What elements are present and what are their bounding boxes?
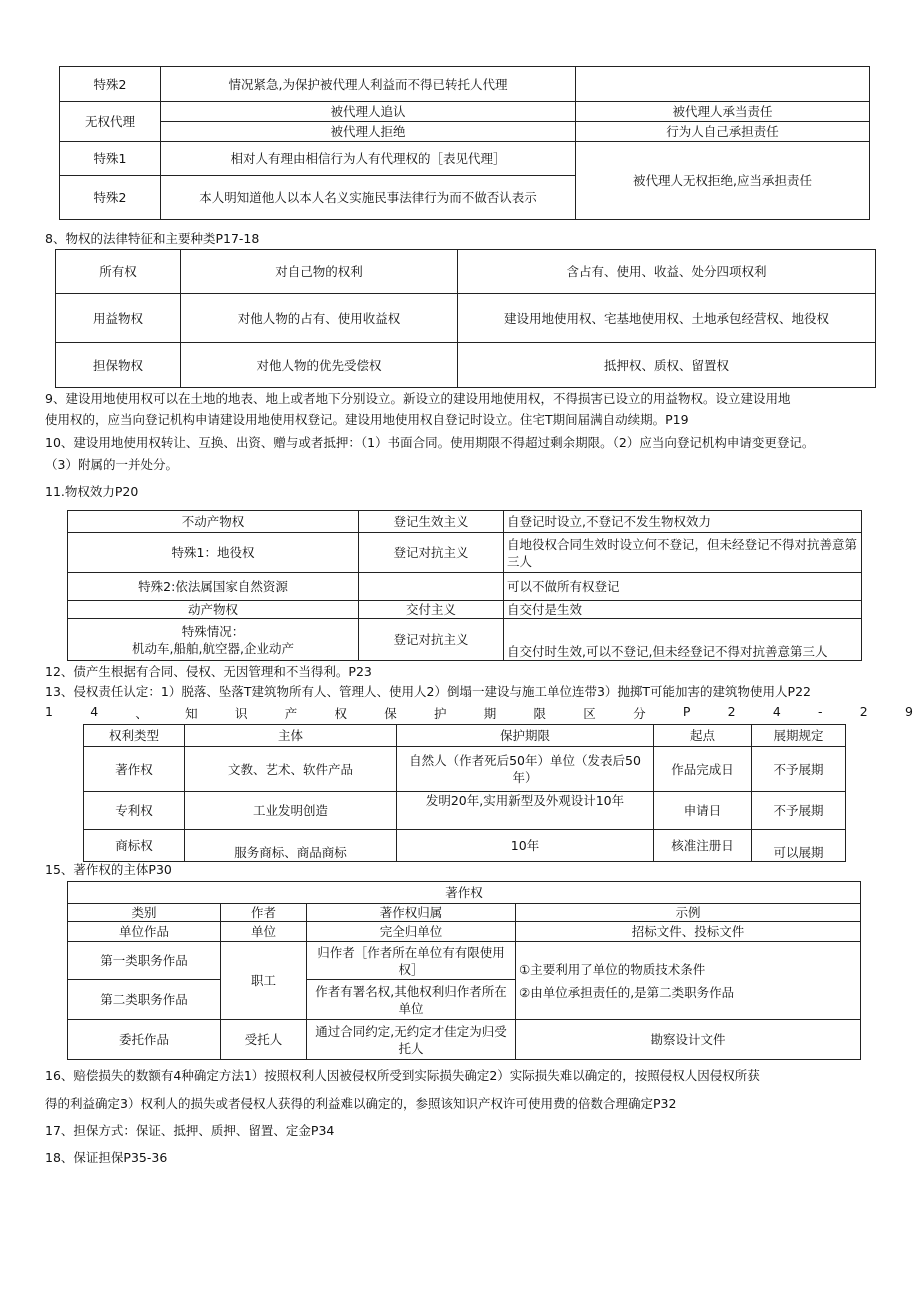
cell: 特殊1 [60, 142, 161, 176]
heading-14-char: 2 [727, 704, 736, 719]
cell [359, 573, 504, 601]
heading-14-char: 产 [284, 706, 298, 721]
heading-14-char: 区 [583, 706, 596, 721]
cell: 自交付时生效,可以不登记,但未经登记不得对抗善意第三人 [504, 619, 862, 661]
header-cell: 作者 [221, 904, 307, 922]
heading-14-char: 4 [90, 704, 99, 719]
cell [68, 619, 359, 661]
cell-line: 机动车,船舶,航空器,企业动产 [132, 640, 294, 656]
table-title: 著作权 [68, 882, 861, 904]
cell: 交付主义 [359, 601, 504, 619]
heading-14-char: - [818, 704, 823, 719]
heading-14-char: 、 [135, 706, 148, 721]
heading-14-char: 分 [633, 706, 646, 721]
cell: 担保物权 [56, 343, 181, 388]
header-cell: 主体 [185, 725, 397, 747]
header-cell: 著作权归属 [307, 904, 516, 922]
cell [516, 942, 861, 1020]
cell [576, 67, 870, 102]
heading-14-char: 限 [533, 706, 547, 721]
cell: 用益物权 [56, 294, 181, 343]
cell: 不予展期 [752, 792, 846, 830]
header-cell: 权利类型 [84, 725, 185, 747]
heading-14-char: 9 [905, 704, 913, 719]
para-12: 12、债产生根据有合同、侵权、无因管理和不当得利。P23 [45, 664, 372, 679]
heading-14-char: 识 [234, 706, 248, 721]
property-rights-table [55, 249, 876, 388]
cell: 完全归单位 [307, 922, 516, 942]
heading-14-char: 1 [45, 704, 53, 719]
cell: 行为人自己承担责任 [576, 122, 870, 142]
para-10a: 10、建设用地使用权转让、互换、出资、赠与或者抵押：（1）书面合同。使用期限不得超过剩余期限。（2）应当向登记机构申请变更登记。 [45, 435, 815, 450]
cell: 自地役权合同生效时设立何不登记，但未经登记不得对抗善意第三人 [504, 533, 862, 573]
cell: 发明20年,实用新型及外观设计10年 [397, 792, 654, 830]
cell: 不动产物权 [68, 511, 359, 533]
para-18: 18、保证担保P35-36 [45, 1150, 168, 1165]
cell: 本人明知道他人以本人名义实施民事法律行为而不做否认表示 [161, 176, 576, 220]
heading-15: 15、著作权的主体P30 [45, 862, 172, 877]
heading-11: 11.物权效力P20 [45, 484, 139, 499]
property-effect-table [67, 510, 862, 661]
cell: 勘察设计文件 [516, 1020, 861, 1060]
cell: 对他人物的占有、使用收益权 [181, 294, 458, 343]
heading-14-char: 权 [334, 706, 347, 721]
cell: 动产物权 [68, 601, 359, 619]
heading-14-char: 2 [859, 704, 868, 719]
cell: 申请日 [654, 792, 752, 830]
cell: 特殊2 [60, 67, 161, 102]
cell: 10年 [397, 830, 654, 862]
cell: 不予展期 [752, 747, 846, 792]
para-10b: （3）附属的一并处分。 [45, 457, 178, 472]
cell: 自登记时设立,不登记不发生物权效力 [504, 511, 862, 533]
cell: 特殊2:依法属国家自然资源 [68, 573, 359, 601]
cell: 登记对抗主义 [359, 619, 504, 661]
heading-14 [45, 704, 913, 722]
cell: 第二类职务作品 [68, 980, 221, 1020]
heading-8: 8、物权的法律特征和主要种类P17-18 [45, 231, 260, 246]
cell: 建设用地使用权、宅基地使用权、土地承包经营权、地役权 [458, 294, 876, 343]
cell: 招标文件、投标文件 [516, 922, 861, 942]
cell-line: 特殊情况： [181, 623, 245, 639]
heading-14-char: 保 [384, 706, 397, 721]
cell: 相对人有理由相信行为人有代理权的［表见代理］ [161, 142, 576, 176]
agency-table [59, 66, 870, 220]
cell: 对自己物的权利 [181, 250, 458, 294]
copyright-table [67, 881, 861, 1060]
heading-14-char: P [682, 704, 691, 719]
cell: 对他人物的优先受偿权 [181, 343, 458, 388]
heading-14-char: 知 [185, 706, 198, 721]
cell: 工业发明创造 [185, 792, 397, 830]
header-cell: 展期规定 [752, 725, 846, 747]
cell: 委托作品 [68, 1020, 221, 1060]
cell: 无权代理 [60, 102, 161, 142]
cell: 通过合同约定,无约定才佳定为归受托人 [307, 1020, 516, 1060]
header-cell: 示例 [516, 904, 861, 922]
header-cell: 保护期限 [397, 725, 654, 747]
heading-14-char: 期 [483, 706, 497, 721]
cell: 被代理人承当责任 [576, 102, 870, 122]
cell: 可以展期 [752, 830, 846, 862]
heading-14-char: 护 [434, 706, 447, 721]
cell: 所有权 [56, 250, 181, 294]
cell: 著作权 [84, 747, 185, 792]
heading-14-char: 4 [772, 704, 781, 719]
cell: 核准注册日 [654, 830, 752, 862]
cell: 专利权 [84, 792, 185, 830]
header-cell: 起点 [654, 725, 752, 747]
cell: 含占有、使用、收益、处分四项权利 [458, 250, 876, 294]
cell: 单位作品 [68, 922, 221, 942]
para-9a: 9、建设用地使用权可以在土地的地表、地上或者地下分别设立。新设立的建设用地使用权，不得损害已设立的用益物权。设立建设用地 [45, 391, 791, 406]
cell: 文教、艺术、软件产品 [185, 747, 397, 792]
cell: 单位 [221, 922, 307, 942]
cell: 作品完成日 [654, 747, 752, 792]
cell: 归作者［作者所在单位有有限使用权］ [307, 942, 516, 980]
cell: 第一类职务作品 [68, 942, 221, 980]
cell: 被代理人无权拒绝,应当承担责任 [576, 142, 870, 220]
cell: 登记对抗主义 [359, 533, 504, 573]
para-13: 13、侵权责任认定：1）脱落、坠落T建筑物所有人、管理人、使用人2）倒塌一建设与施工单位连带3）抛掷T可能加害的建筑物使用人P22 [45, 684, 811, 699]
cell-line: ②由单位承担责任的,是第二类职务作品 [519, 984, 735, 1000]
para-17: 17、担保方式：保证、抵押、质押、留置、定金P34 [45, 1123, 335, 1138]
cell: 作者有署名权,其他权利归作者所在单位 [307, 980, 516, 1020]
cell: 被代理人追认 [161, 102, 576, 122]
para-9b: 使用权的，应当向登记机构申请建设用地使用权登记。建设用地使用权自登记时设立。住宅T期间届满自动续期。P19 [45, 412, 689, 427]
cell: 自交付是生效 [504, 601, 862, 619]
header-cell: 类别 [68, 904, 221, 922]
ip-term-table [83, 724, 846, 862]
cell: 可以不做所有权登记 [504, 573, 862, 601]
cell: 登记生效主义 [359, 511, 504, 533]
cell: 抵押权、质权、留置权 [458, 343, 876, 388]
cell: 情况紧急,为保护被代理人利益而不得已转托人代理 [161, 67, 576, 102]
cell: 服务商标、商品商标 [185, 830, 397, 862]
cell: 自然人（作者死后50年）单位（发表后50年） [397, 747, 654, 792]
cell: 特殊2 [60, 176, 161, 220]
para-16b: 得的利益确定3）权利人的损失或者侵权人获得的利益难以确定的，参照该知识产权许可使用费的倍数合理确定P32 [45, 1096, 677, 1111]
cell: 受托人 [221, 1020, 307, 1060]
cell: 职工 [221, 942, 307, 1020]
cell: 商标权 [84, 830, 185, 862]
cell-line: ①主要利用了单位的物质技术条件 [519, 961, 706, 977]
cell: 特殊1：地役权 [68, 533, 359, 573]
para-16a: 16、赔偿损失的数额有4种确定方法1）按照权利人因被侵权所受到实际损失确定2）实际损失难以确定的，按照侵权人因侵权所获 [45, 1068, 760, 1083]
cell: 被代理人拒绝 [161, 122, 576, 142]
